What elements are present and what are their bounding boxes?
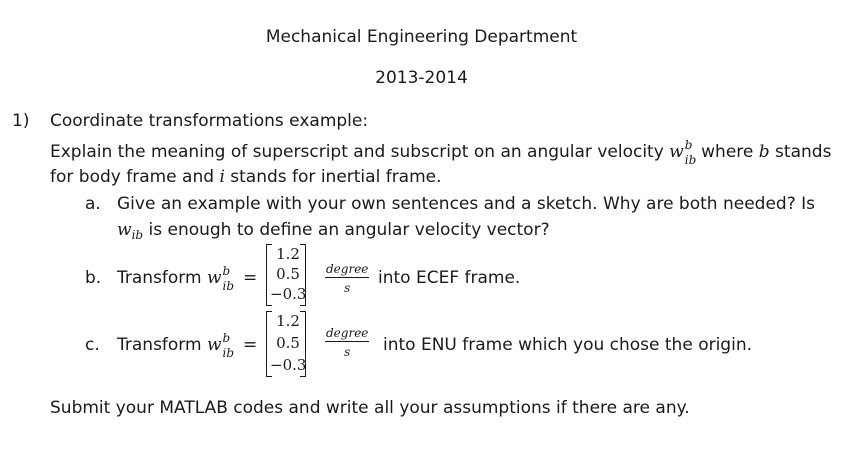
item-b-unit: [325, 262, 369, 296]
item-b-subscript: ib: [222, 279, 235, 293]
item-c-text: [117, 331, 235, 360]
omega-symbol: w: [669, 142, 684, 162]
question-line-2: [50, 166, 442, 188]
item-b-unit-numerator: degree: [326, 262, 369, 276]
item-c-equals: =: [243, 335, 258, 355]
item-c-transform: Transform: [117, 335, 207, 355]
question-line-1: [50, 138, 832, 167]
question-line-2-part-b: stands for inertial frame.: [224, 167, 442, 187]
item-b-text: [117, 264, 235, 293]
omega-subscript: ib: [684, 153, 697, 167]
item-b-omega-indices: [222, 264, 235, 293]
item-b-unit-denominator: s: [344, 281, 351, 295]
item-b-vector-z: −0.3: [270, 285, 307, 303]
variable-b: b: [758, 142, 770, 162]
item-b-label: b.: [85, 268, 102, 288]
department-title: Mechanical Engineering Department: [265, 27, 578, 47]
item-c-right-bracket: [300, 311, 306, 377]
item-c-vector-z: −0.3: [270, 356, 307, 374]
variable-i: i: [219, 167, 225, 187]
question-number: 1): [12, 111, 30, 131]
question-line-1-part-a: Explain the meaning of superscript and subscript on an angular velocity: [50, 142, 670, 162]
item-c-vector-x: 1.2: [276, 312, 300, 330]
question-line-1-part-b: where: [695, 142, 759, 162]
item-c-vector-y: 0.5: [276, 334, 300, 352]
submission-instructions: Submit your MATLAB codes and write all your assumptions if there are any.: [50, 398, 690, 418]
omega-superscript: b: [684, 138, 693, 152]
item-b-superscript: b: [222, 264, 231, 278]
item-b-transform: Transform: [117, 268, 207, 288]
item-b-omega: w: [206, 268, 222, 288]
item-a-omega: w: [117, 220, 132, 240]
item-b-vector-y: 0.5: [276, 265, 300, 283]
item-b-equals: =: [243, 268, 258, 288]
item-c-unit: [325, 326, 369, 360]
item-a-label: a.: [85, 194, 101, 214]
question-title: Coordinate transformations example:: [50, 111, 369, 131]
item-b-vector-x: 1.2: [276, 245, 300, 263]
question-line-2-part-a: for body frame and: [50, 167, 220, 187]
item-c-subscript: ib: [222, 346, 235, 360]
item-c-omega: w: [206, 335, 222, 355]
item-a-subscript: ib: [131, 228, 144, 242]
item-c-superscript: b: [222, 331, 231, 345]
item-c-rest: into ENU frame which you chose the origin.: [383, 335, 753, 355]
item-c-omega-indices: [222, 331, 235, 360]
item-c-vector: [266, 311, 306, 375]
question-line-1-part-c: stands: [769, 142, 832, 162]
item-c-label: c.: [85, 335, 100, 355]
omega-indices: [684, 138, 697, 167]
item-b-rest: into ECEF frame.: [378, 268, 521, 288]
academic-year: 2013-2014: [375, 68, 468, 88]
item-b-vector: [266, 244, 306, 304]
item-a-line-2-rest: is enough to define an angular velocity vector?: [143, 220, 550, 240]
item-a-line-1: Give an example with your own sentences and a sketch. Why are both needed? Is: [117, 194, 815, 214]
item-c-unit-numerator: degree: [326, 326, 369, 340]
item-a-line-2: [117, 219, 550, 246]
item-b-right-bracket: [300, 244, 306, 306]
item-c-unit-denominator: s: [344, 345, 351, 359]
